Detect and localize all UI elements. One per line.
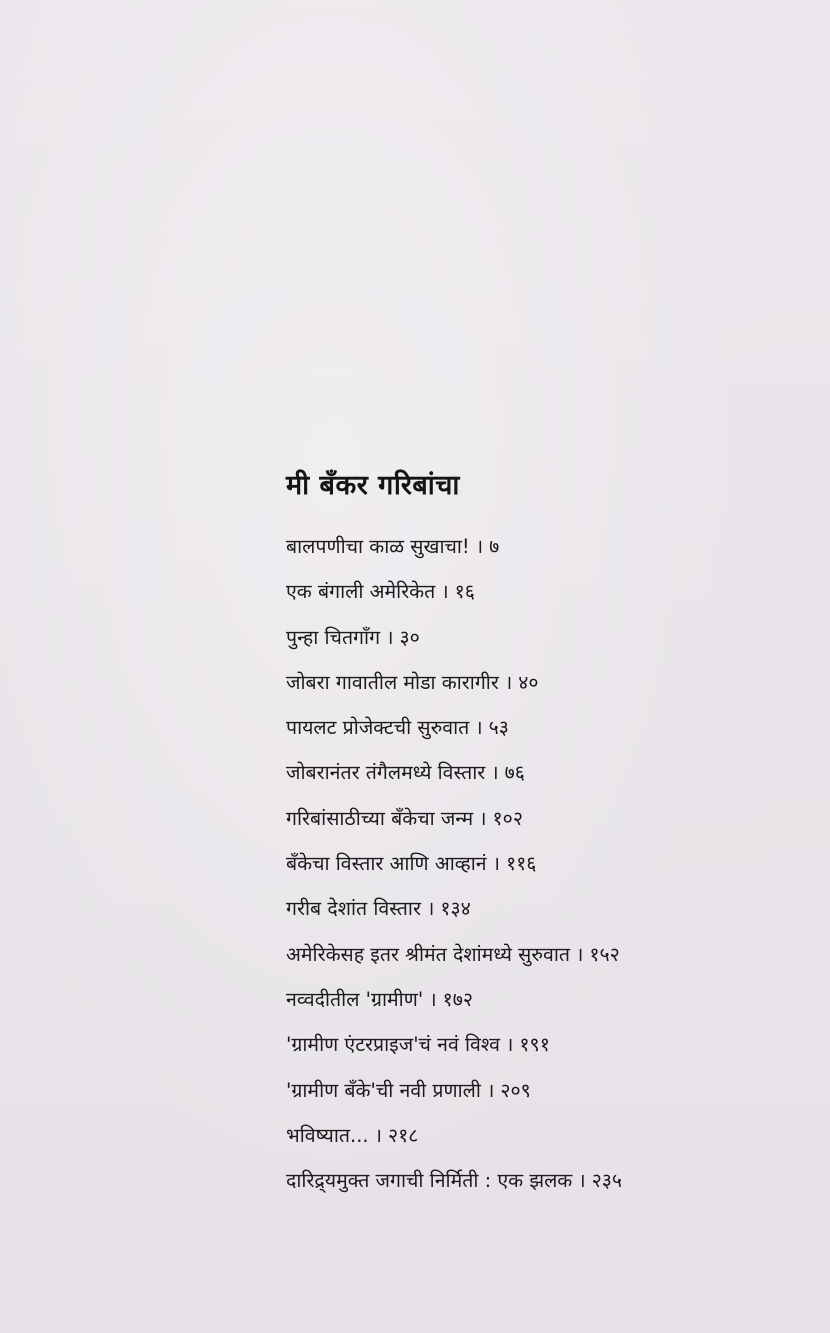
chapter-page-number: १६ (454, 580, 475, 604)
chapter-title: बँकेचा विस्तार आणि आव्हानं (286, 852, 487, 876)
chapter-page-number: ५३ (488, 716, 509, 740)
chapter-title: गरीब देशांत विस्तार (286, 897, 421, 921)
page-separator: । (475, 535, 484, 558)
chapter-title: पुन्हा चितगाँग (286, 625, 381, 649)
chapter-title: जोबरा गावातील मोडा कारागीर (286, 670, 499, 694)
page-separator: । (426, 897, 435, 921)
chapter-entry (286, 615, 786, 660)
chapter-entry (286, 977, 786, 1022)
chapter-page-number: ४० (518, 670, 539, 694)
chapter-entry (286, 524, 786, 569)
chapter-title: 'ग्रामीण बँके'ची नवी प्रणाली (286, 1078, 481, 1102)
chapter-page-number: १९१ (519, 1033, 550, 1057)
chapter-title: नव्वदीतील 'ग्रामीण' (286, 987, 424, 1011)
chapter-entry (286, 796, 786, 841)
chapter-page-number: १३४ (440, 897, 471, 921)
page-separator: । (374, 1123, 382, 1147)
chapter-entry (286, 841, 786, 886)
page-separator: । (506, 1033, 514, 1057)
chapter-entry (286, 660, 786, 705)
chapter-entry (286, 1158, 786, 1203)
chapter-entry (286, 1022, 786, 1067)
chapter-entry (286, 750, 786, 795)
chapter-title: एक बंगाली अमेरिकेत (286, 580, 436, 604)
chapter-title: जोबरानंतर तंगैलमध्ये विस्तार (286, 761, 486, 785)
page-separator: । (491, 761, 499, 785)
chapter-page-number: १७२ (442, 987, 474, 1011)
chapter-page-number: ७६ (504, 761, 525, 785)
chapter-entry (286, 886, 786, 931)
chapter-entry (286, 1113, 786, 1158)
chapter-page-number: २०९ (500, 1078, 531, 1102)
page-separator: । (441, 580, 449, 604)
chapter-entry (286, 705, 786, 750)
book-title: मी बँकर गरिबांचा (286, 470, 460, 501)
chapter-entry (286, 1068, 786, 1113)
page-separator: । (429, 987, 437, 1011)
chapter-title: बालपणीचा काळ सुखाचा! (286, 535, 470, 558)
chapter-title: 'ग्रामीण एंटरप्राइज'चं नवं विश्व (286, 1033, 501, 1057)
page-separator: । (492, 852, 501, 876)
chapter-page-number: १०२ (492, 806, 523, 830)
chapter-page-number: ११६ (506, 852, 537, 876)
chapter-entry (286, 932, 786, 977)
chapter-page-number: १५२ (589, 942, 620, 966)
page-separator: । (486, 1078, 495, 1102)
chapter-page-number: २३५ (591, 1169, 623, 1193)
table-of-contents (286, 462, 786, 1203)
chapter-title: दारिद्र्यमुक्त जगाची निर्मिती : एक झलक (286, 1169, 573, 1193)
chapter-entry (286, 569, 786, 614)
chapter-title: गरिबांसाठीच्या बँकेचा जन्म (286, 806, 474, 830)
chapter-page-number: ७ (489, 535, 500, 558)
chapter-title: भविष्यात... (286, 1123, 369, 1147)
chapter-page-number: २१८ (388, 1123, 419, 1147)
chapter-title: अमेरिकेसह इतर श्रीमंत देशांमध्ये सुरुवात (286, 942, 571, 966)
page-separator: । (504, 670, 513, 694)
chapter-page-number: ३० (399, 625, 420, 649)
page-separator: । (475, 716, 483, 740)
page-separator: । (576, 942, 584, 966)
page-separator: । (479, 806, 487, 830)
page-separator: । (386, 625, 394, 649)
chapter-list (286, 524, 786, 1203)
chapter-title: पायलट प्रोजेक्टची सुरुवात (286, 716, 470, 740)
page-separator: । (578, 1169, 586, 1193)
